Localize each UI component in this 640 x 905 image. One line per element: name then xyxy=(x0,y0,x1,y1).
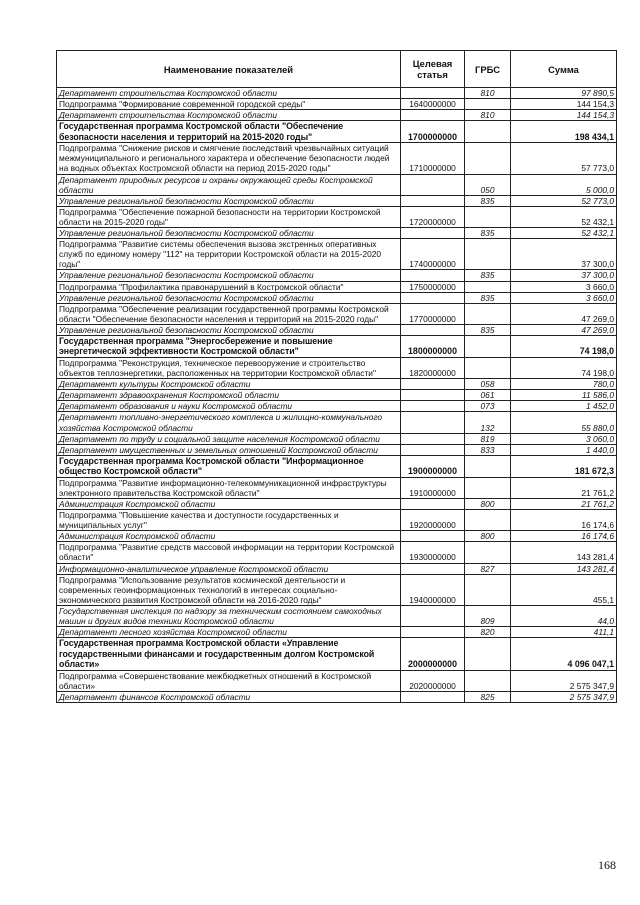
row-code xyxy=(401,499,465,510)
row-grbs xyxy=(465,121,511,143)
table-row xyxy=(57,270,617,281)
row-sum: 52 773,0 xyxy=(511,195,617,206)
row-name: Администрация Костромской области xyxy=(57,531,401,542)
row-sum: 2 575 347,9 xyxy=(511,670,617,691)
row-sum: 97 890,5 xyxy=(511,88,617,99)
row-code: 1770000000 xyxy=(401,303,465,324)
row-code xyxy=(401,110,465,121)
row-grbs xyxy=(465,510,511,531)
row-sum: 55 880,0 xyxy=(511,412,617,433)
row-code: 1820000000 xyxy=(401,357,465,378)
table-row xyxy=(57,303,617,324)
row-name: Департамент образования и науки Костромской области xyxy=(57,401,401,412)
table-row xyxy=(57,390,617,401)
row-sum: 143 281,4 xyxy=(511,563,617,574)
row-grbs: 058 xyxy=(465,379,511,390)
row-sum: 143 281,4 xyxy=(511,542,617,563)
table-row xyxy=(57,239,617,270)
table-row xyxy=(57,379,617,390)
row-grbs xyxy=(465,99,511,110)
table-row xyxy=(57,110,617,121)
row-name: Подпрограмма "Повышение качества и доступности государственных и муниципальных услуг" xyxy=(57,510,401,531)
row-grbs: 827 xyxy=(465,563,511,574)
table-row xyxy=(57,691,617,702)
row-sum: 3 660,0 xyxy=(511,281,617,292)
row-code: 1930000000 xyxy=(401,542,465,563)
row-code xyxy=(401,444,465,455)
table-row xyxy=(57,444,617,455)
row-name: Департамент строительства Костромской области xyxy=(57,88,401,99)
row-name: Департамент финансов Костромской области xyxy=(57,691,401,702)
row-sum: 5 000,0 xyxy=(511,174,617,195)
row-grbs: 835 xyxy=(465,324,511,335)
row-sum: 1 440,0 xyxy=(511,444,617,455)
table-row xyxy=(57,121,617,143)
row-sum: 52 432,1 xyxy=(511,228,617,239)
row-grbs: 835 xyxy=(465,270,511,281)
row-name: Государственная программа Костромской области "Информационное общество Костромской области" xyxy=(57,455,401,477)
row-code xyxy=(401,691,465,702)
row-name: Подпрограмма "Формирование современной городской среды" xyxy=(57,99,401,110)
row-name: Департамент культуры Костромской области xyxy=(57,379,401,390)
row-grbs: 050 xyxy=(465,174,511,195)
table-row xyxy=(57,477,617,498)
table-row xyxy=(57,563,617,574)
row-code xyxy=(401,379,465,390)
row-sum: 47 269,0 xyxy=(511,303,617,324)
table-row xyxy=(57,143,617,174)
row-name: Подпрограмма "Использование результатов космической деятельности и современных геоинформационных технологий в интересах социально-экономического развития Костромской области на 2016-2020 годы" xyxy=(57,574,401,605)
row-code xyxy=(401,563,465,574)
table-row xyxy=(57,574,617,605)
table-body xyxy=(57,88,617,703)
document-sheet xyxy=(56,50,616,703)
row-name: Информационно-аналитическое управление Костромской области xyxy=(57,563,401,574)
row-grbs: 820 xyxy=(465,627,511,638)
header-name: Наименование показателей xyxy=(57,51,401,88)
row-code: 1720000000 xyxy=(401,206,465,227)
row-code: 2020000000 xyxy=(401,670,465,691)
row-code xyxy=(401,390,465,401)
table-row xyxy=(57,433,617,444)
row-grbs: 819 xyxy=(465,433,511,444)
row-sum: 74 198,0 xyxy=(511,357,617,378)
row-code: 1710000000 xyxy=(401,143,465,174)
row-sum: 21 761,2 xyxy=(511,477,617,498)
row-name: Подпрограмма "Обеспечение пожарной безопасности на территории Костромской области на 2015-2020 годы" xyxy=(57,206,401,227)
row-sum: 3 660,0 xyxy=(511,292,617,303)
table-row xyxy=(57,206,617,227)
table-row xyxy=(57,455,617,477)
row-grbs: 810 xyxy=(465,110,511,121)
row-sum: 144 154,3 xyxy=(511,99,617,110)
row-code xyxy=(401,324,465,335)
row-name: Управление региональной безопасности Костромской области xyxy=(57,195,401,206)
table-row xyxy=(57,292,617,303)
row-grbs: 061 xyxy=(465,390,511,401)
row-grbs xyxy=(465,281,511,292)
row-code: 2000000000 xyxy=(401,638,465,671)
row-sum: 3 060,0 xyxy=(511,433,617,444)
row-name: Администрация Костромской области xyxy=(57,499,401,510)
row-code xyxy=(401,88,465,99)
row-code: 1700000000 xyxy=(401,121,465,143)
header-sum: Сумма xyxy=(511,51,617,88)
row-grbs: 073 xyxy=(465,401,511,412)
row-code xyxy=(401,270,465,281)
row-code: 1900000000 xyxy=(401,455,465,477)
row-name: Департамент топливно-энергетического комплекса и жилищно-коммунального хозяйства Костромской области xyxy=(57,412,401,433)
row-code xyxy=(401,174,465,195)
table-row xyxy=(57,324,617,335)
row-grbs: 825 xyxy=(465,691,511,702)
row-grbs xyxy=(465,357,511,378)
row-code: 1940000000 xyxy=(401,574,465,605)
table-row xyxy=(57,228,617,239)
budget-table xyxy=(56,50,617,703)
row-name: Подпрограмма «Совершенствование межбюджетных отношений в Костромской области» xyxy=(57,670,401,691)
row-sum: 144 154,3 xyxy=(511,110,617,121)
row-sum: 780,0 xyxy=(511,379,617,390)
row-name: Департамент лесного хозяйства Костромской области xyxy=(57,627,401,638)
row-code xyxy=(401,292,465,303)
table-row xyxy=(57,605,617,626)
row-grbs xyxy=(465,542,511,563)
row-name: Подпрограмма "Реконструкция, техническое перевооружение и строительство объектов теплоэнергетики, расположенных на территории Костромской области" xyxy=(57,357,401,378)
row-sum: 47 269,0 xyxy=(511,324,617,335)
row-code xyxy=(401,401,465,412)
table-row xyxy=(57,531,617,542)
row-sum: 4 096 047,1 xyxy=(511,638,617,671)
row-name: Подпрограмма "Снижение рисков и смягчение последствий чрезвычайных ситуаций межмуниципального и регионального характера и обеспечение безопасности людей на водных объектах Костромской области на период 2015-2020 годы" xyxy=(57,143,401,174)
row-name: Департамент имущественных и земельных отношений Костромской области xyxy=(57,444,401,455)
table-row xyxy=(57,357,617,378)
table-row xyxy=(57,412,617,433)
row-grbs: 800 xyxy=(465,499,511,510)
row-sum: 455,1 xyxy=(511,574,617,605)
row-sum: 44,0 xyxy=(511,605,617,626)
row-sum: 1 452,0 xyxy=(511,401,617,412)
row-name: Департамент здравоохранения Костромской области xyxy=(57,390,401,401)
header-code: Целевая статья xyxy=(401,51,465,88)
row-grbs xyxy=(465,206,511,227)
row-sum: 2 575 347,9 xyxy=(511,691,617,702)
row-code xyxy=(401,605,465,626)
table-header-row xyxy=(57,51,617,88)
row-name: Подпрограмма "Развитие системы обеспечения вызова экстренных оперативных служб по единому номеру "112" на территории Костромской области на 2015-2020 годы" xyxy=(57,239,401,270)
row-grbs xyxy=(465,335,511,357)
row-name: Государственная программа Костромской области «Управление государственными финансами и государственным долгом Костромской области» xyxy=(57,638,401,671)
row-sum: 21 761,2 xyxy=(511,499,617,510)
row-grbs xyxy=(465,477,511,498)
row-code xyxy=(401,195,465,206)
row-sum: 37 300,0 xyxy=(511,239,617,270)
row-grbs: 800 xyxy=(465,531,511,542)
row-code xyxy=(401,433,465,444)
table-row xyxy=(57,88,617,99)
row-sum: 411,1 xyxy=(511,627,617,638)
page-number: 168 xyxy=(598,858,616,872)
row-name: Управление региональной безопасности Костромской области xyxy=(57,292,401,303)
row-name: Департамент строительства Костромской области xyxy=(57,110,401,121)
row-grbs xyxy=(465,303,511,324)
row-grbs xyxy=(465,638,511,671)
row-name: Подпрограмма "Развитие информационно-телекоммуникационной инфраструктуры электронного правительства Костромской области" xyxy=(57,477,401,498)
row-name: Государственная инспекция по надзору за техническим состоянием самоходных машин и других видов техники Костромской области xyxy=(57,605,401,626)
row-grbs xyxy=(465,143,511,174)
header-grbs: ГРБС xyxy=(465,51,511,88)
table-row xyxy=(57,335,617,357)
row-name: Подпрограмма "Обеспечение реализации государственной программы Костромской области "Обеспечение безопасности населения и территорий на 2015-2020 годы" xyxy=(57,303,401,324)
row-code xyxy=(401,531,465,542)
row-name: Государственная программа Костромской области "Обеспечение безопасности населения и территорий на 2015-2020 годы" xyxy=(57,121,401,143)
row-code xyxy=(401,412,465,433)
table-row xyxy=(57,670,617,691)
table-row xyxy=(57,401,617,412)
row-grbs xyxy=(465,574,511,605)
row-sum: 16 174,6 xyxy=(511,531,617,542)
row-sum: 57 773,0 xyxy=(511,143,617,174)
row-grbs: 132 xyxy=(465,412,511,433)
row-code xyxy=(401,228,465,239)
row-grbs: 835 xyxy=(465,228,511,239)
row-name: Управление региональной безопасности Костромской области xyxy=(57,228,401,239)
row-name: Подпрограмма "Развитие средств массовой информации на территории Костромской области" xyxy=(57,542,401,563)
row-grbs xyxy=(465,239,511,270)
row-name: Управление региональной безопасности Костромской области xyxy=(57,270,401,281)
row-code: 1910000000 xyxy=(401,477,465,498)
row-sum: 11 586,0 xyxy=(511,390,617,401)
row-name: Управление региональной безопасности Костромской области xyxy=(57,324,401,335)
row-grbs xyxy=(465,670,511,691)
row-name: Департамент по труду и социальной защите населения Костромской области xyxy=(57,433,401,444)
table-row xyxy=(57,195,617,206)
table-row xyxy=(57,99,617,110)
row-code: 1640000000 xyxy=(401,99,465,110)
row-grbs: 835 xyxy=(465,292,511,303)
row-code: 1800000000 xyxy=(401,335,465,357)
row-sum: 16 174,6 xyxy=(511,510,617,531)
row-sum: 74 198,0 xyxy=(511,335,617,357)
row-code: 1920000000 xyxy=(401,510,465,531)
row-code: 1750000000 xyxy=(401,281,465,292)
row-grbs: 835 xyxy=(465,195,511,206)
row-grbs: 810 xyxy=(465,88,511,99)
table-row xyxy=(57,627,617,638)
table-row xyxy=(57,638,617,671)
row-grbs: 809 xyxy=(465,605,511,626)
row-name: Департамент природных ресурсов и охраны окружающей среды Костромской области xyxy=(57,174,401,195)
table-row xyxy=(57,499,617,510)
table-row xyxy=(57,542,617,563)
row-grbs: 833 xyxy=(465,444,511,455)
row-sum: 52 432,1 xyxy=(511,206,617,227)
table-row xyxy=(57,174,617,195)
row-grbs xyxy=(465,455,511,477)
row-name: Государственная программа "Энергосбережение и повышение энергетической эффективности Костромской области" xyxy=(57,335,401,357)
row-sum: 181 672,3 xyxy=(511,455,617,477)
row-code: 1740000000 xyxy=(401,239,465,270)
row-sum: 37 300,0 xyxy=(511,270,617,281)
table-row xyxy=(57,281,617,292)
row-sum: 198 434,1 xyxy=(511,121,617,143)
table-row xyxy=(57,510,617,531)
row-name: Подпрограмма "Профилактика правонарушений в Костромской области" xyxy=(57,281,401,292)
row-code xyxy=(401,627,465,638)
